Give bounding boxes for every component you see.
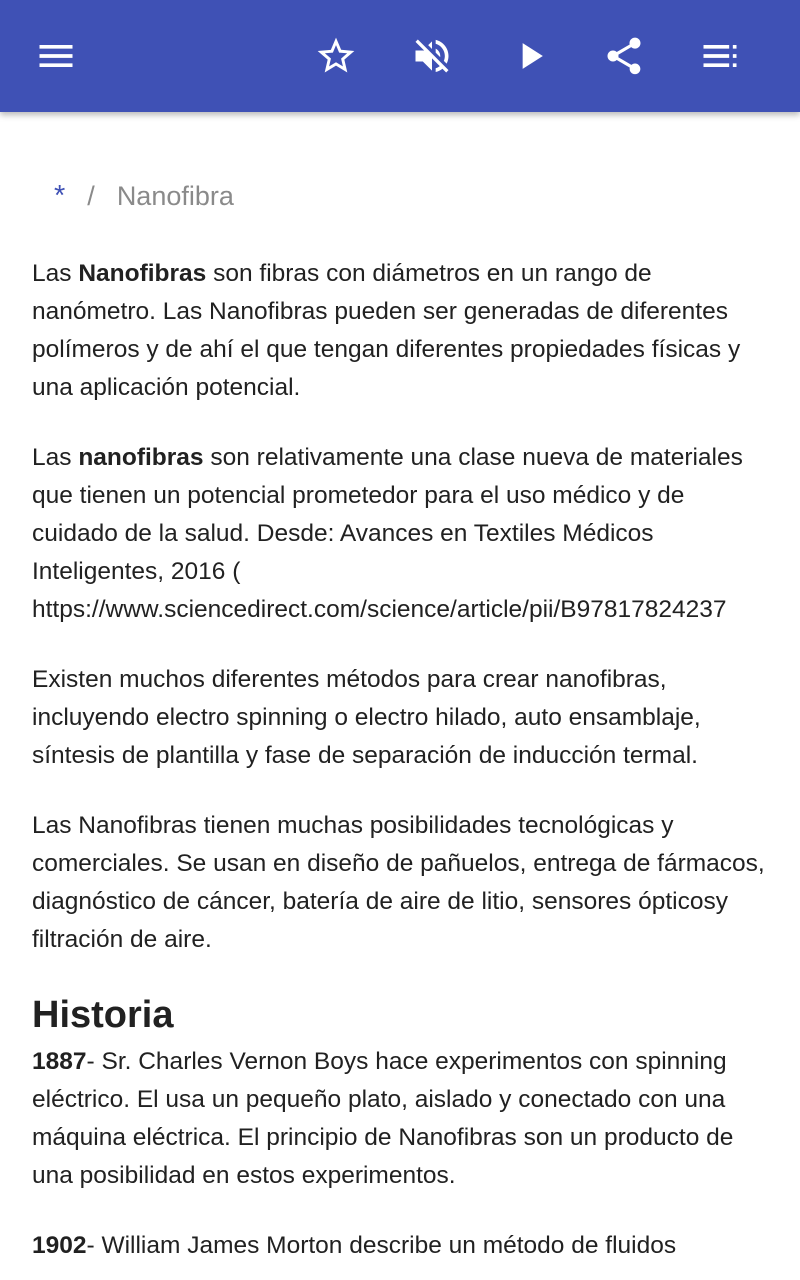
volume-off-icon bbox=[410, 34, 454, 78]
breadcrumb-separator: / bbox=[87, 181, 95, 211]
term-bold: nanofibras bbox=[78, 444, 204, 471]
history-year: 1887 bbox=[32, 1048, 87, 1075]
mute-button[interactable] bbox=[404, 28, 460, 84]
play-button[interactable] bbox=[502, 28, 558, 84]
list-icon bbox=[698, 34, 742, 78]
term-bold: Nanofibras bbox=[78, 260, 207, 287]
breadcrumb bbox=[52, 180, 234, 213]
paragraph-applications: Las Nanofibras tienen muchas posibilidades tecnológicas y comerciales. Se usan en diseño de pañuelos, entrega de fármacos, diagnóstico de cáncer, batería de aire de litio, sensores ópticosy filtración de aire. bbox=[32, 812, 765, 953]
history-entry: 1887- Sr. Charles Vernon Boys hace experimentos con spinning eléctrico. El usa un pequeño plato, aislado y conectado con una máquina eléctrica. El principio de Nanofibras son un producto de una posibilidad en estos experimentos. bbox=[32, 1048, 734, 1189]
app-toolbar bbox=[0, 0, 800, 112]
contents-button[interactable] bbox=[692, 28, 748, 84]
breadcrumb-current: Nanofibra bbox=[116, 181, 234, 211]
section-heading-history: Historia bbox=[32, 994, 174, 1036]
paragraph-methods: Existen muchos diferentes métodos para crear nanofibras, incluyendo electro spinning o electro hilado, auto ensamblaje, síntesis de plantilla y fase de separación de inducción termal. bbox=[32, 666, 701, 769]
article-content bbox=[0, 112, 800, 1280]
history-year: 1902 bbox=[32, 1232, 87, 1259]
favorite-button[interactable] bbox=[308, 28, 364, 84]
source-url[interactable]: https://www.sciencedirect.com/science/article/pii/B97817824237 bbox=[32, 596, 727, 623]
breadcrumb-home-link[interactable]: * bbox=[54, 180, 66, 212]
star-outline-icon bbox=[314, 34, 358, 78]
hamburger-menu-icon bbox=[34, 34, 78, 78]
play-icon bbox=[508, 34, 552, 78]
paragraph-intro: Las Nanofibras son fibras con diámetros en un rango de nanómetro. Las Nanofibras pueden ser generadas de diferentes polímeros y de ahí el que tengan diferentes propiedades físicas y una aplicación potencial. bbox=[32, 260, 741, 401]
article-body bbox=[32, 255, 772, 1280]
history-entry: 1902- William James Morton describe un método de fluidos bbox=[32, 1232, 677, 1259]
share-icon bbox=[602, 34, 646, 78]
paragraph-medical: Las nanofibras son relativamente una clase nueva de materiales que tienen un potencial prometedor para el uso médico y de cuidado de la salud. Desde: Avances en Textiles Médicos Inteligentes, 2016 ( https://www.sciencedirect.com/science/article/pii/B97817824237 bbox=[32, 444, 743, 623]
menu-button[interactable] bbox=[28, 28, 84, 84]
share-button[interactable] bbox=[596, 28, 652, 84]
